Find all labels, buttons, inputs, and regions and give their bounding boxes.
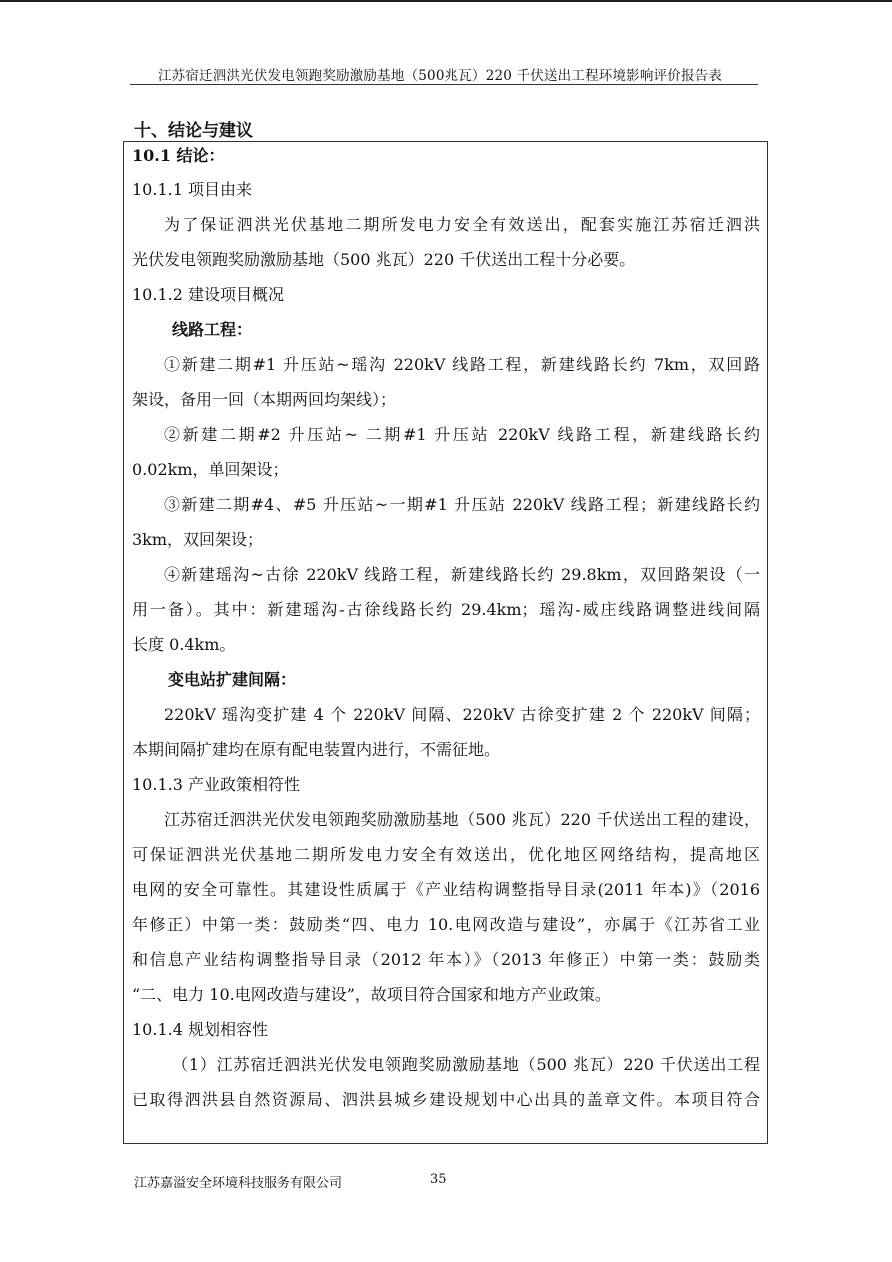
paragraph-line: 年修正）中第一类：鼓励类“四、电力 10.电网改造与建设”，亦属于《江苏省工业: [132, 915, 760, 934]
paragraph-line: ③新建二期#4、#5 升压站~一期#1 升压站 220kV 线路工程；新建线路长约: [164, 495, 760, 514]
subheading-substation: 变电站扩建间隔：: [168, 670, 297, 689]
page-header: 江苏宿迁泗洪光伏发电领跑奖励激励基地（500兆瓦）220 千伏送出工程环境影响评价报告表: [157, 68, 723, 84]
header-rule: [130, 84, 758, 85]
paragraph-line: 电网的安全可靠性。其建设性质属于《产业结构调整指导目录(2011 年本)》（2016: [132, 880, 760, 899]
paragraph-line: “二、电力 10.电网改造与建设”，故项目符合国家和地方产业政策。: [132, 985, 611, 1004]
page-number: 35: [430, 1172, 447, 1187]
paragraph-line: 220kV 瑶沟变扩建 4 个 220kV 间隔、220kV 古徐变扩建 2 个 220kV 间隔；: [164, 705, 760, 724]
paragraph-line: 为了保证泗洪光伏基地二期所发电力安全有效送出，配套实施江苏宿迁泗洪: [164, 215, 760, 234]
paragraph-line: 光伏发电领跑奖励激励基地（500 兆瓦）220 千伏送出工程十分必要。: [132, 250, 636, 269]
heading-project-origin: 10.1.1 项目由来: [132, 180, 252, 199]
heading-project-overview: 10.1.2 建设项目概况: [132, 285, 284, 304]
footer-company: 江苏嘉溢安全环境科技服务有限公司: [134, 1176, 343, 1191]
paragraph-line: ④新建瑶沟~古徐 220kV 线路工程，新建线路长约 29.8km，双回路架设（一: [164, 565, 760, 584]
heading-planning-compatibility: 10.1.4 规划相容性: [132, 1020, 268, 1039]
paragraph-line: ②新建二期#2 升压站~ 二期#1 升压站 220kV 线路工程，新建线路长约: [164, 425, 760, 444]
paragraph-line: （1）江苏宿迁泗洪光伏发电领跑奖励激励基地（500 兆瓦）220 千伏送出工程: [172, 1055, 760, 1074]
paragraph-line: 用一备）。其中：新建瑶沟-古徐线路长约 29.4km；瑶沟-威庄线路调整进线间隔: [132, 600, 760, 619]
paragraph-line: 0.02km，单回架设；: [132, 460, 289, 479]
subheading-line-works: 线路工程：: [172, 320, 253, 339]
heading-conclusion: 10.1 结论：: [132, 146, 225, 165]
top-border: [0, 0, 892, 2]
paragraph-line: 长度 0.4km。: [132, 635, 236, 654]
heading-industry-policy: 10.1.3 产业政策相符性: [132, 775, 300, 794]
paragraph-line: 3km，双回架设；: [132, 530, 264, 549]
paragraph-line: ①新建二期#1 升压站~瑶沟 220kV 线路工程，新建线路长约 7km，双回路: [164, 355, 760, 374]
paragraph-line: 架设，备用一回（本期两回均架线）；: [132, 390, 397, 409]
section-title: 十、结论与建议: [134, 121, 253, 141]
paragraph-line: 江苏宿迁泗洪光伏发电领跑奖励激励基地（500 兆瓦）220 千伏送出工程的建设，: [164, 810, 760, 829]
paragraph-line: 已取得泗洪县自然资源局、泗洪县城乡建设规划中心出具的盖章文件。本项目符合: [132, 1090, 760, 1109]
paragraph-line: 和信息产业结构调整指导目录（2012 年本）》（2013 年修正）中第一类：鼓励类: [132, 950, 760, 969]
paragraph-line: 本期间隔扩建均在原有配电装置内进行，不需征地。: [132, 740, 501, 759]
paragraph-line: 可保证泗洪光伏基地二期所发电力安全有效送出，优化地区网络结构，提高地区: [132, 845, 760, 864]
